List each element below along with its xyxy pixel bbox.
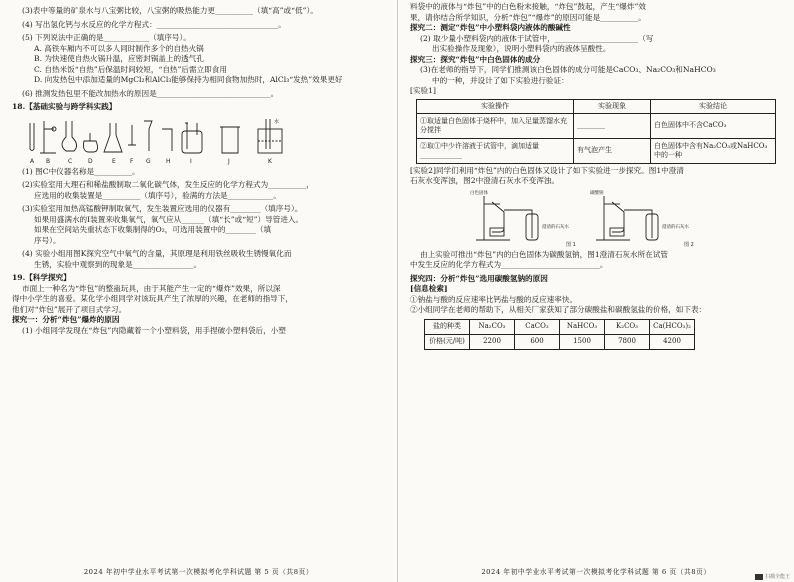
option-d: D. 向发热包中添加适量的MgCl₂和AlCl₃能够保持为相同食物加热时，AlCl₃“发热”效果更好 — [34, 75, 343, 84]
option-c: C. 自热米饭“自热”后保温时间较短，“自热”后需立即食用 — [34, 64, 227, 74]
lab-apparatus-figure — [22, 115, 322, 167]
table-row — [425, 334, 695, 349]
apparatus-label: G — [146, 157, 151, 165]
table-cell: 7800 — [605, 334, 650, 349]
text-line: 中发生反应的化学方程式为__________________________。 — [410, 260, 608, 269]
text-line: ①钠盐与酸的反应速率比钙盐与酸的反应速率快。 — [410, 294, 578, 304]
option-a: A. 高铁车厢内不可以多人同时制作多个的自热火锅 — [34, 43, 204, 53]
apparatus-label: A — [30, 157, 35, 165]
text-line: (5) 下列说法中正确的是____________（填序号）。 — [22, 33, 191, 42]
table-header-cell: 盐的种类 — [425, 319, 470, 334]
watermark-text: 扫描全能王 — [764, 574, 790, 580]
text-line: 如果用盛满水的I装置来收集氧气，氧气应从______（填“长”或“短”）导管进入。 — [34, 214, 304, 224]
text-line: (4) 写出氢化钙与水反应的化学方程式：________________________________。 — [22, 19, 286, 29]
table-header-cell: NaHCO₃ — [560, 319, 605, 334]
table-cell: 4200 — [650, 334, 695, 349]
table-cell: 白色固体中含有Na₂CO₃或NaHCO₃中的一种 — [651, 138, 776, 163]
text-line: 得中小学生的喜爱。某化学小组同学对该玩具产生了浓厚的兴趣，在老师的指导下， — [12, 294, 293, 303]
text-line: 应选用的收集装置是__________（填序号），验满的方法是____________。 — [34, 190, 281, 200]
text-line: 料袋中的液体与“炸包”中的白色粉末接触，“炸包”鼓起，产生“爆炸”效 — [410, 2, 646, 11]
table-cell: 白色固体中不含CaCO₃ — [651, 113, 776, 138]
apparatus-label: F — [130, 157, 134, 165]
scanner-watermark — [755, 573, 790, 580]
text-line: ②小组同学在老师的帮助下，从相关厂家获知了部分碳酸盐和碳酸氢盐的价格，如下表： — [410, 305, 707, 314]
text-line: (1) 图C中仪器名称是__________。 — [22, 166, 140, 176]
apparatus-label: E — [112, 157, 116, 165]
text-line: (3)实验室用加热高锰酸钾制取氧气，发生装置应选用的仪器有________（填序号）。 — [22, 204, 303, 213]
fig2-caption: 图 2 — [684, 241, 694, 248]
experiment-1-label: [实验1] — [410, 86, 436, 95]
text-line: 如果在空间站失重状态下收集制得的O₂，可选用装置中的________（填 — [34, 225, 272, 234]
apparatus-label: I — [190, 157, 192, 165]
table-cell: ________ — [574, 113, 651, 138]
page-footer: 2024 年初中学业水平考试第一次模拟考化学科试题 第 5 页（共8页） — [83, 568, 314, 576]
question-19-title: 19.【科学探究】 — [12, 273, 71, 282]
option-b: B. 为快速使自热火锅升温，应密封锅盖上的透气孔 — [34, 54, 204, 63]
text-line: (6) 推测发热包里不能改加热水的原因是______________________________。 — [22, 88, 279, 98]
fig2-limewater-label: 澄清的石灰水 — [662, 224, 689, 230]
table-header-cell: 实验操作 — [417, 99, 574, 113]
table-header-row — [417, 99, 776, 113]
inquiry-4-title: 探究四：分析“炸包”选用碳酸氢钠的原因 — [410, 273, 548, 283]
info-retrieval-label: [信息检索] — [410, 284, 448, 293]
text-line: 序号）。 — [34, 235, 61, 245]
experiment-table — [416, 99, 776, 164]
exam-page-6 — [397, 0, 794, 582]
text-line: 中的一种，并设计了如下实验进行验证： — [432, 75, 569, 85]
page-footer: 2024 年初中学业水平考试第一次模拟考化学科试题 第 6 页（共8页） — [481, 568, 711, 576]
table-cell: 2200 — [470, 334, 515, 349]
water-label: 水 — [274, 118, 280, 125]
table-header-cell: Na₂CO₃ — [470, 319, 515, 334]
table-cell: ②取①中少许溶液于试管中，滴加适量____________ — [417, 138, 574, 163]
table-cell: 1500 — [560, 334, 605, 349]
table-header-cell: Ca(HCO₃)₂ — [650, 319, 695, 334]
table-row — [417, 113, 776, 138]
table-cell: 有气泡产生 — [574, 138, 651, 163]
inquiry-3-title: 探究三：探究“炸包”中白色固体的成分 — [410, 54, 541, 64]
text-line: 他们对“炸包”展开了项目式学习。 — [12, 304, 127, 314]
scanner-logo-icon — [755, 574, 763, 580]
apparatus-label: C — [68, 157, 73, 165]
table-cell: 600 — [515, 334, 560, 349]
text-line: 石灰水变浑浊，图2中澄清石灰水不变浑浊。 — [410, 176, 560, 185]
question-18-title: 18.【基础实验与跨学科实践】 — [12, 102, 117, 111]
text-line: [实验2]同学们利用“炸包”内的白色固体又设计了如下实验进一步探究。图1中澄清 — [410, 165, 684, 175]
table-header-cell: 实验现象 — [574, 99, 651, 113]
table-cell: ①取适量白色固体于烧杯中，加入足量蒸馏水充分搅拌 — [417, 113, 574, 138]
text-line: (3)在老师的指导下，同学们推测该白色固体的成分可能是CaCO₃、Na₂CO₃和NaHCO₃ — [420, 65, 716, 74]
fig1-solid-label: 白色固体 — [470, 190, 488, 196]
apparatus-label: H — [166, 157, 171, 165]
text-line: 出实验操作及现象），说明小塑料袋内的液体呈酸性。 — [432, 44, 611, 53]
apparatus-label: J — [228, 157, 230, 165]
table-header-cell: CaCO₃ — [515, 319, 560, 334]
table-cell: 价格(元/吨) — [425, 334, 470, 349]
fig2-solid-label: 碳酸钠 — [590, 190, 604, 196]
text-line: 生锈，实验中观察到的现象是________________。 — [34, 259, 202, 269]
experiment-setup-figure — [470, 188, 730, 250]
inquiry-1-title: 探究一：分析“炸包”爆炸的原因 — [12, 315, 120, 324]
text-line: (3)表中等量的矿泉水与八宝粥比较，八宝粥的吸热能力更__________（填“高”或“低”）。 — [22, 6, 318, 15]
table-header-cell: 实验结论 — [651, 99, 776, 113]
table-header-cell: K₂CO₃ — [605, 319, 650, 334]
text-line: 由上实验可推出“炸包”内的白色固体为碳酸氢钠，图1澄清石灰水所在试管 — [420, 249, 668, 259]
fig1-caption: 图 1 — [566, 241, 576, 248]
inquiry-2-title: 探究二：测定“炸包”中小塑料袋内液体的酸碱性 — [410, 23, 571, 32]
text-line: (2)实验室用大理石和稀盐酸制取二氧化碳气体，发生反应的化学方程式为__________， — [22, 180, 314, 189]
apparatus-label: K — [268, 157, 272, 165]
text-line: 市面上一种名为“炸包”的整蛊玩具，由于其能产生一定的“爆炸”效果，所以深 — [22, 283, 281, 293]
fig1-limewater-label: 澄清的石灰水 — [542, 224, 569, 230]
apparatus-label: D — [88, 157, 93, 165]
text-line: (2) 取少量小塑料袋内的液体于试管中，______________________（写 — [420, 33, 654, 43]
text-line: (4) 实验小组用图K探究空气中氧气的含量，其原理是利用铁丝吸收生锈慢氧化而 — [22, 249, 292, 258]
table-row — [417, 138, 776, 163]
text-line: 果，请你结合所学知识，分析“炸包”“爆炸”的原因可能是__________。 — [410, 12, 646, 22]
text-line: (1) 小组同学发现在“炸包”内隐藏着一个小塑料袋，用手捏破小塑料袋后，小塑 — [22, 325, 286, 335]
apparatus-label: B — [46, 157, 51, 165]
price-table — [424, 319, 695, 350]
table-header-row — [425, 319, 695, 334]
